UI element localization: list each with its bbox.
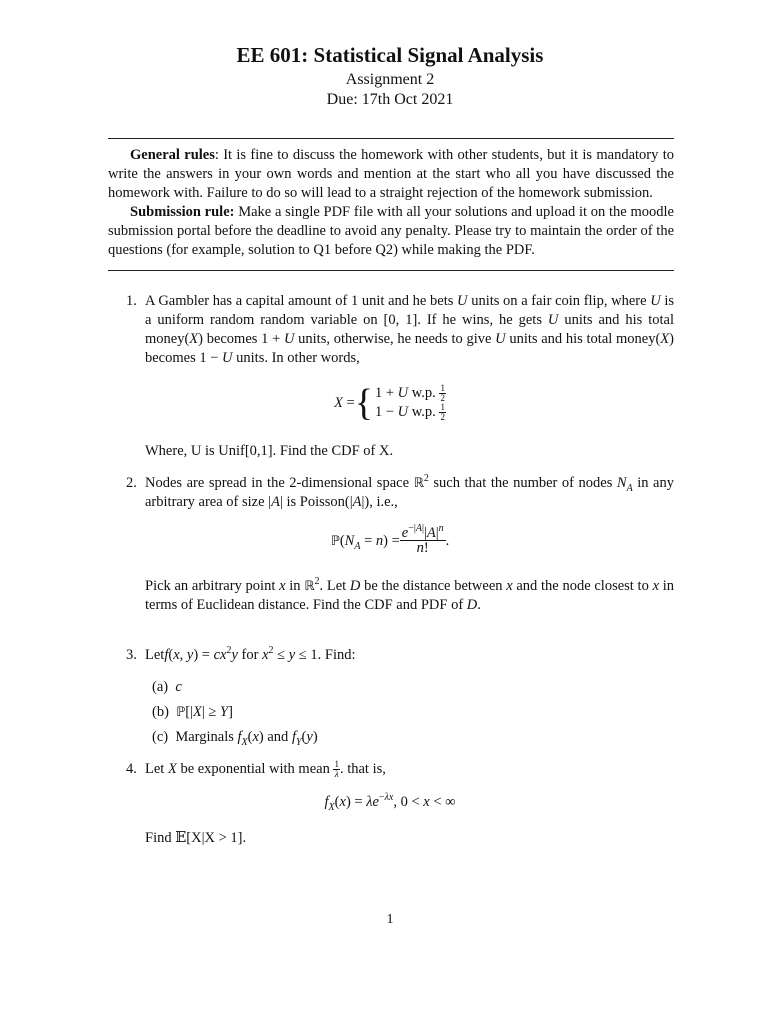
question-2-closing: [108, 577, 674, 615]
question-2: [108, 474, 674, 512]
equation-poisson: $ℙ(N_A = n)$ = $\frac{e^{-|A|}|A|^n}{n!}$ .: [330, 523, 450, 556]
question-4: [108, 760, 674, 779]
top-divider: [108, 138, 674, 139]
question-text: A Gambler has a capital amount of 1 unit and he bets U units on a fair coin flip, where U is a uniform random random variable on [0, 1]. If he wins, he gets U units and his total money(X) becomes 1 + U units, otherwise, he needs to give U units and his total money(X) becomes 1 − U units. In other words,: [145, 293, 674, 366]
question-3-part-c: (c) Marginals $f_X(x)$ and $f_Y(y)$: [152, 729, 318, 748]
general-rules: [108, 146, 674, 203]
part-label: (b): [152, 704, 169, 720]
part-label: (c): [152, 729, 169, 745]
question-1-closing: [108, 442, 674, 461]
question-text: Letf(x, $y) = cx^2y$ for $x^2 \le y \le 1$. Find:: [145, 645, 356, 663]
question-3-part-a: (a) c: [152, 679, 182, 695]
submission-rules-text: Make a single PDF file with all your solutions and upload it on the moodle submission portal before the deadline to avoid any penalty. Please try to maintain the order of the questions (for example, solution to Q1 before Q2) while making the PDF.: [108, 204, 674, 258]
equation-piecewise: X ={ 1 + U w.p. $\frac{1}{2}$ 1 − U w.p. $\frac{1}{2}$: [334, 382, 445, 425]
part-label: (a): [152, 679, 169, 695]
question-number: 3.: [126, 647, 137, 663]
question-number: 4.: [126, 761, 137, 777]
question-closing: Find 𝔼[X|X > 1].: [145, 830, 247, 846]
equation-exponential: $f_X(x) = \lambda e^{-\lambda x}$, 0 < x < ∞: [324, 792, 456, 813]
question-4-closing: [108, 829, 674, 848]
submission-rules-label: Submission rule:: [130, 204, 235, 220]
question-number: 1.: [126, 293, 137, 309]
general-rules-text: : It is fine to discuss the homework with other students, but it is mandatory to write the answers in your own words and mention at the start who all you have discussed the homework with. Failure to do so will lead to a straight rejection of the homework submission.: [108, 147, 674, 201]
question-closing: Pick an arbitrary point x in ℝ$^2$. Let D be the distance between x and the node closest to x in terms of Euclidean distance. Find the CDF and PDF of D.: [145, 576, 674, 613]
rules-section: [108, 146, 674, 260]
question-closing: Where, U is Unif[0,1]. Find the CDF of X.: [145, 443, 394, 459]
question-1: [108, 292, 674, 368]
page-number: 1: [386, 912, 394, 927]
assignment-title: EE 601: Statistical Signal Analysis: [236, 43, 544, 67]
question-3-part-b: (b) ℙ[|X| ≥ Y]: [152, 704, 233, 720]
question-number: 2.: [126, 475, 137, 491]
submission-rules: [108, 203, 674, 260]
general-rules-label: General rules: [130, 147, 215, 163]
question-3: [108, 646, 674, 665]
bottom-divider: [108, 270, 674, 271]
question-text: Nodes are spread in the 2-dimensional space ℝ$^2$ such that the number of nodes $N_A$ in any arbitrary area of size |A| is Poisson(|A|), i.e.,: [145, 473, 674, 510]
question-text: Let X be exponential with mean $\frac{1}{\lambda}$ . that is,: [145, 759, 386, 780]
due-date: Due: 17th Oct 2021: [326, 91, 454, 108]
assignment-number: Assignment 2: [345, 71, 435, 88]
